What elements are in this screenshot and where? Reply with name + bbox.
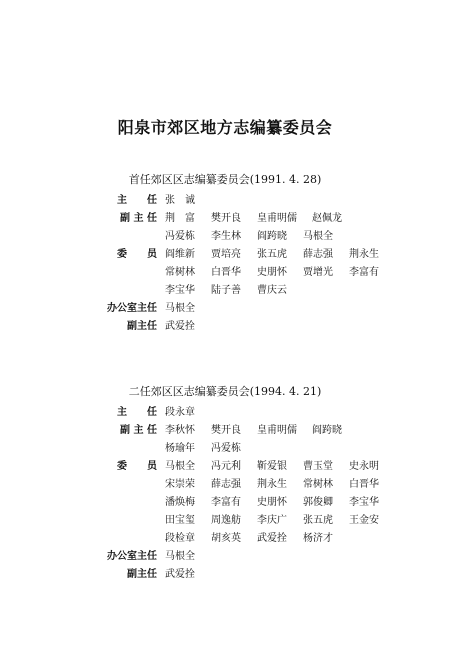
- member-name: 薛志强: [303, 249, 333, 260]
- role-row: [0, 422, 450, 458]
- member-name: 常树林: [303, 479, 333, 490]
- member-name: 阎维新: [165, 249, 195, 260]
- member-name: 李生林: [211, 231, 241, 242]
- member-name: 王金安: [349, 515, 379, 526]
- member-name: 白晋华: [349, 479, 379, 490]
- member-name: 贾培亮: [211, 249, 241, 260]
- role-label: 办公室主任: [107, 551, 157, 562]
- member-name: 马根全: [303, 231, 333, 242]
- member-name: 李宝华: [349, 497, 379, 508]
- member-name: 宋崇荣: [165, 479, 195, 490]
- member-name: 武爱拴: [165, 569, 195, 580]
- member-names: [165, 192, 395, 210]
- committee-title-second: 二任郊区区志编纂委员会(1994. 4. 21): [128, 385, 322, 398]
- member-name: 田宝玺: [165, 515, 195, 526]
- role-label: 主 任: [117, 407, 157, 418]
- role-row: [0, 548, 450, 566]
- member-name: 李富有: [211, 497, 241, 508]
- member-name: 曹玉堂: [303, 461, 333, 472]
- role-row: [0, 192, 450, 210]
- role-label: 主 任: [117, 195, 157, 206]
- role-row: [0, 566, 450, 584]
- member-name: 皇甫明儒: [257, 425, 297, 436]
- member-name: 马根全: [165, 303, 195, 314]
- role-row: [0, 300, 450, 318]
- member-name: 胡亥英: [211, 533, 241, 544]
- member-name: 周逸舫: [211, 515, 241, 526]
- committee-title-first: 首任郊区区志编纂委员会(1991. 4. 28): [128, 173, 322, 186]
- member-names: [165, 422, 395, 458]
- role-label: 副主任: [127, 321, 157, 332]
- member-name: 史朋怀: [257, 497, 287, 508]
- member-name: 冯元利: [211, 461, 241, 472]
- role-label: 副主任: [127, 569, 157, 580]
- role-label: 副 主 任: [120, 213, 157, 224]
- member-name: 赵佩龙: [312, 213, 342, 224]
- member-name: 李秋怀: [165, 425, 195, 436]
- member-name: 樊开良: [211, 425, 241, 436]
- member-name: 贾增光: [303, 267, 333, 278]
- member-name: 荆永生: [257, 479, 287, 490]
- role-label: 副 主 任: [120, 425, 157, 436]
- member-name: 史永明: [349, 461, 379, 472]
- member-name: 杨济才: [303, 533, 333, 544]
- member-name: 薛志强: [211, 479, 241, 490]
- member-name: 李富有: [349, 267, 379, 278]
- member-name: 靳爱银: [257, 461, 287, 472]
- role-row: [0, 246, 450, 300]
- role-row: [0, 210, 450, 246]
- member-name: 樊开良: [211, 213, 241, 224]
- member-name: 陆子善: [211, 285, 241, 296]
- roster-second-committee: [0, 404, 450, 584]
- member-name: 白晋华: [211, 267, 241, 278]
- member-names: [165, 210, 395, 246]
- role-row: [0, 318, 450, 336]
- member-name: 曹庆云: [257, 285, 287, 296]
- member-name: 冯爱栋: [211, 443, 241, 454]
- role-label: 委 员: [117, 461, 157, 472]
- member-names: [165, 566, 395, 584]
- member-name: 阎跨晓: [312, 425, 342, 436]
- member-names: [165, 246, 395, 300]
- role-row: [0, 404, 450, 422]
- member-names: [165, 404, 395, 422]
- member-name: 马根全: [165, 461, 195, 472]
- member-name: 皇甫明儒: [257, 213, 297, 224]
- role-label: 委 员: [117, 249, 157, 260]
- role-label: 办公室主任: [107, 303, 157, 314]
- member-name: 杨瑜年: [165, 443, 195, 454]
- member-name: 荆 富: [165, 213, 195, 224]
- member-name: 段检章: [165, 533, 195, 544]
- member-name: 武爱拴: [257, 533, 287, 544]
- member-name: 张五虎: [303, 515, 333, 526]
- member-name: 马根全: [165, 551, 195, 562]
- member-names: [165, 300, 395, 318]
- member-name: 张五虎: [257, 249, 287, 260]
- member-name: 潘焕梅: [165, 497, 195, 508]
- member-names: [165, 548, 395, 566]
- member-names: [165, 458, 395, 548]
- member-names: [165, 318, 395, 336]
- member-name: 张 诚: [165, 195, 195, 206]
- member-name: 李宝华: [165, 285, 195, 296]
- member-name: 常树林: [165, 267, 195, 278]
- member-name: 冯爱栋: [165, 231, 195, 242]
- page-title: 阳泉市郊区地方志编纂委员会: [117, 118, 333, 137]
- member-name: 郭俊卿: [303, 497, 333, 508]
- member-name: 武爱拴: [165, 321, 195, 332]
- member-name: 荆永生: [349, 249, 379, 260]
- member-name: 阎跨晓: [257, 231, 287, 242]
- member-name: 李庆广: [257, 515, 287, 526]
- role-row: [0, 458, 450, 548]
- roster-first-committee: [0, 192, 450, 336]
- member-name: 段永章: [165, 407, 195, 418]
- member-name: 史朋怀: [257, 267, 287, 278]
